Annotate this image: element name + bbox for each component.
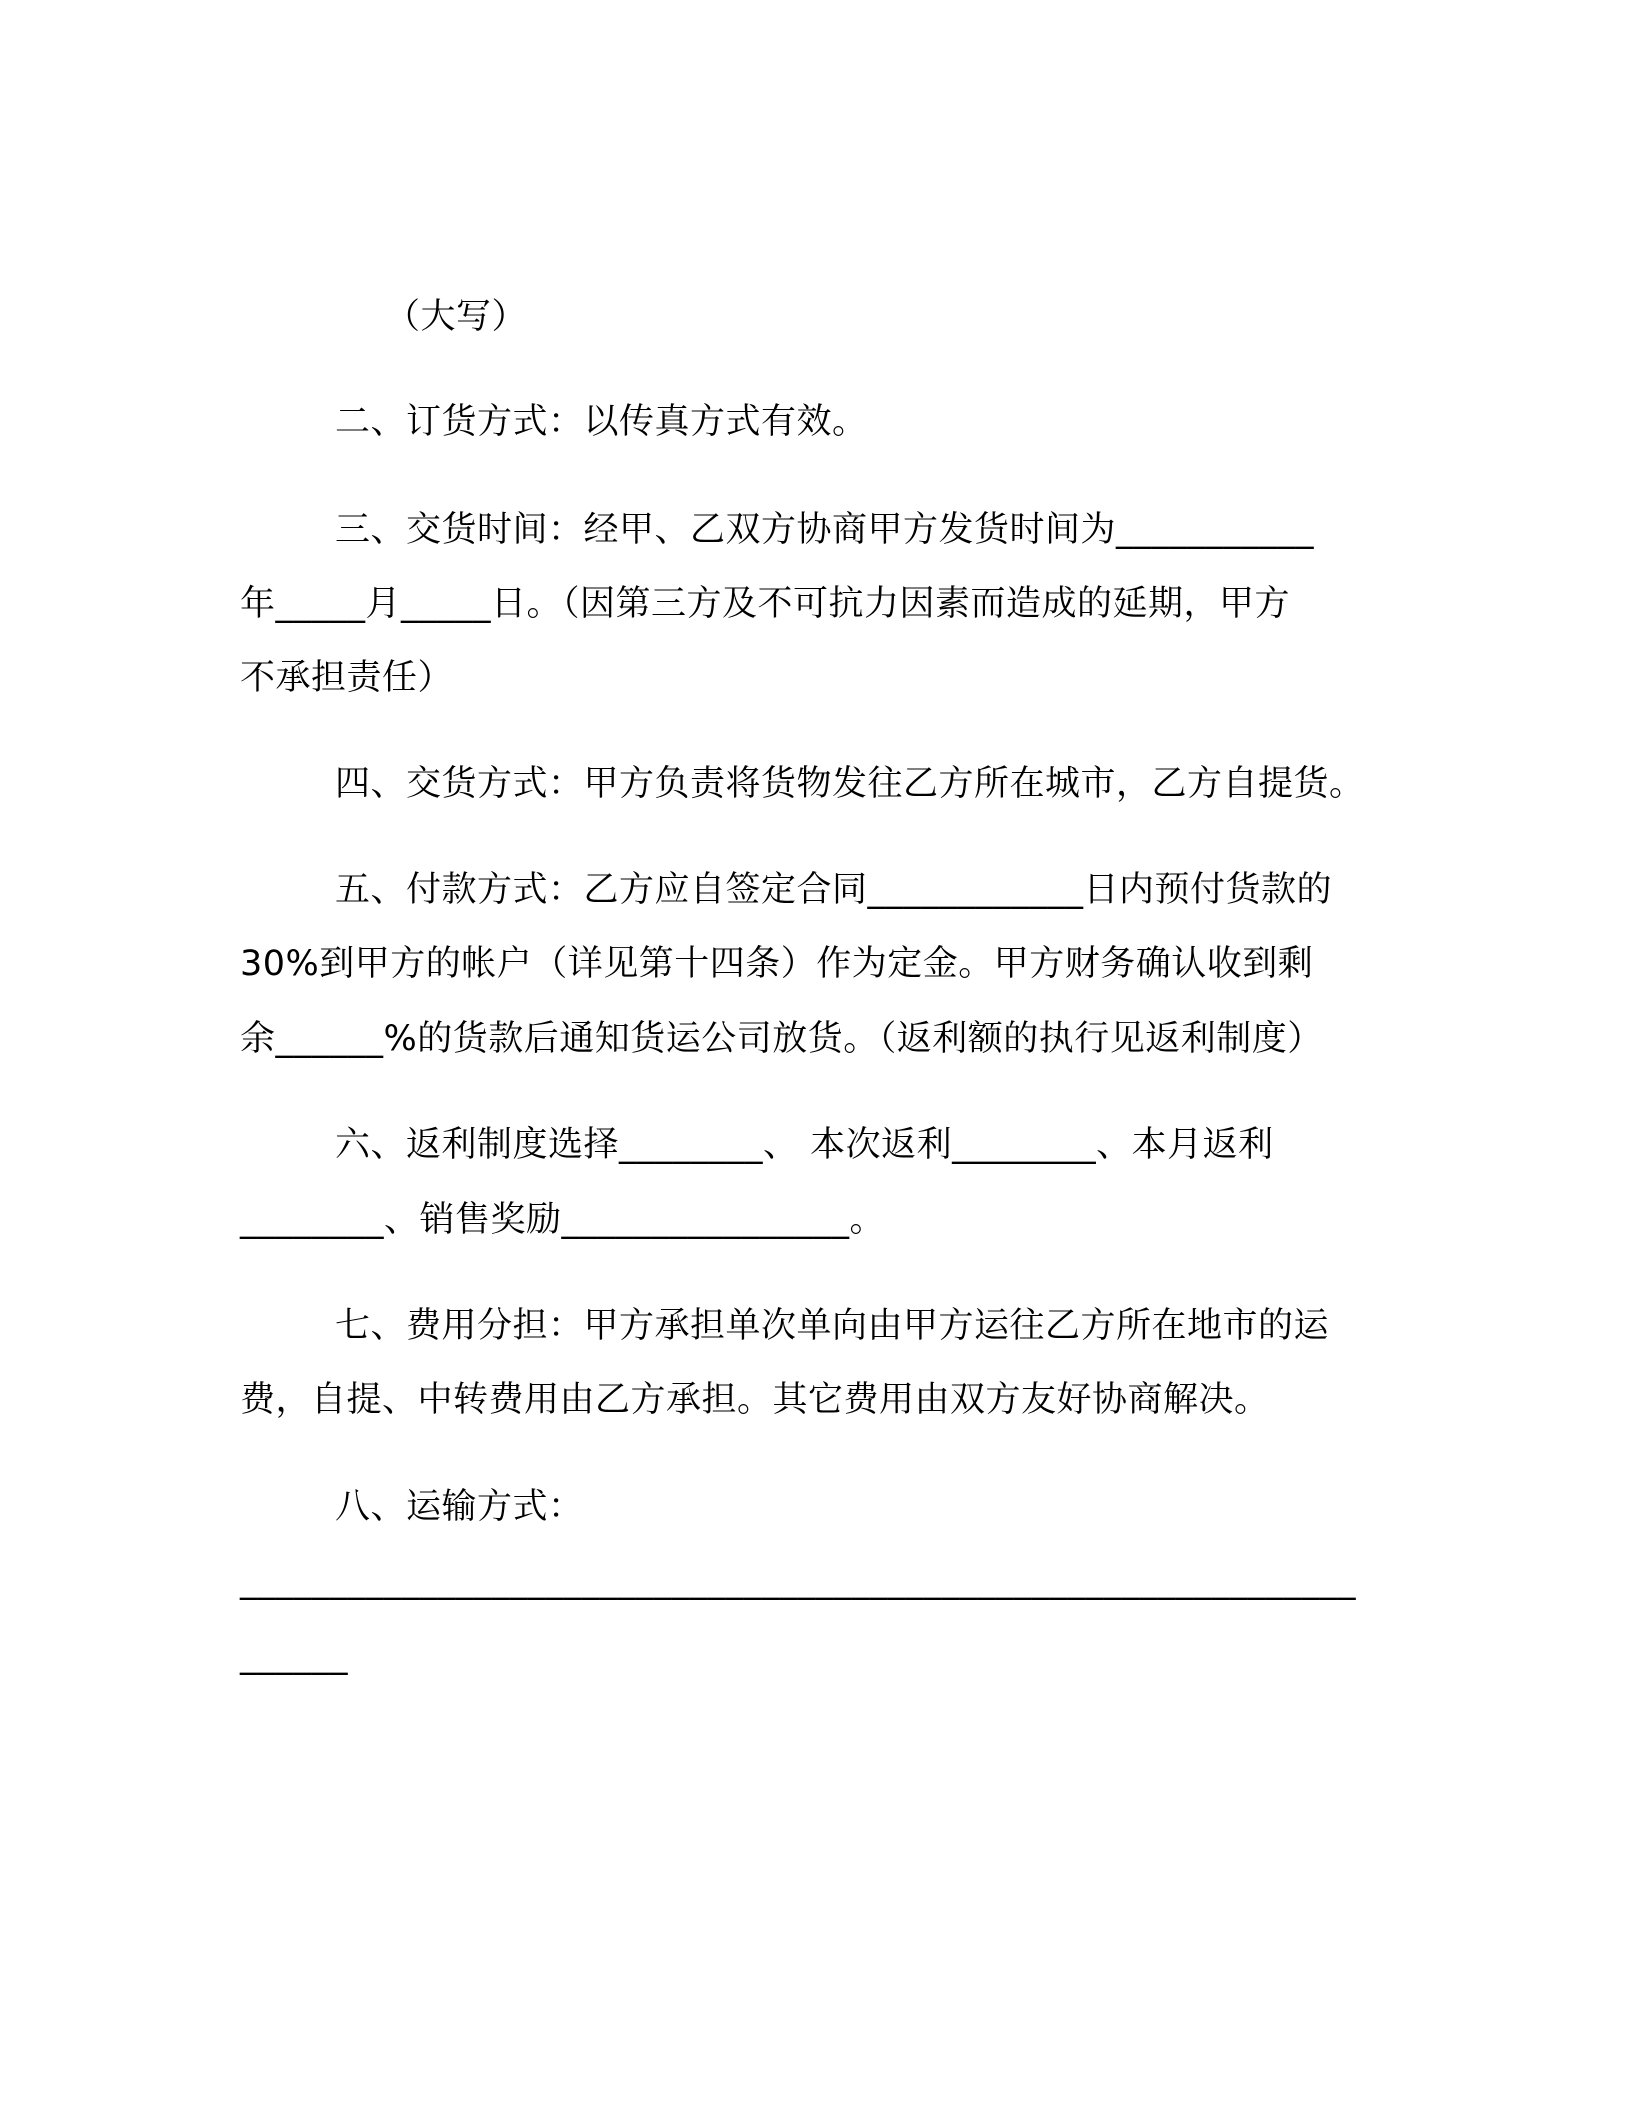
clause-7-cost-sharing-line-1: 七、费用分担：甲方承担单次单向由甲方运往乙方所在地市的运: [335, 1306, 1330, 1346]
clause-3-delivery-time-line-3: 不承担责任）: [240, 658, 454, 698]
clause-3-delivery-time-line-2: 年_____月_____日。（因第三方及不可抗力因素而造成的延期，甲方: [240, 584, 1291, 624]
transport-method-blank-line-2: ______: [240, 1636, 348, 1676]
clause-3-delivery-time-line-1: 三、交货时间：经甲、乙双方协商甲方发货时间为___________: [335, 510, 1315, 550]
clause-4-delivery-method: 四、交货方式：甲方负责将货物发往乙方所在城市，乙方自提货。: [335, 764, 1365, 804]
clause-8-transport-method: 八、运输方式：: [335, 1487, 584, 1527]
transport-method-blank-line-1: ______________________________________________________________: [240, 1561, 1356, 1601]
clause-5-payment-line-2: 30%到甲方的帐户（详见第十四条）作为定金。甲方财务确认收到剩: [240, 944, 1314, 984]
clause-5-payment-line-1: 五、付款方式：乙方应自签定合同____________日内预付货款的: [335, 870, 1333, 910]
clause-5-payment-line-3: 余______%的货款后通知货运公司放货。（返利额的执行见返利制度）: [240, 1019, 1323, 1059]
clause-2-ordering-method: 二、订货方式：以传真方式有效。: [335, 402, 868, 442]
clause-6-rebate-line-2: ________、销售奖励________________。: [240, 1200, 886, 1240]
clause-6-rebate-line-1: 六、返利制度选择________、 本次返利________、本月返利: [335, 1125, 1274, 1165]
amount-in-words-note: （大写）: [385, 297, 528, 337]
clause-7-cost-sharing-line-2: 费，自提、中转费用由乙方承担。其它费用由双方友好协商解决。: [240, 1380, 1270, 1420]
